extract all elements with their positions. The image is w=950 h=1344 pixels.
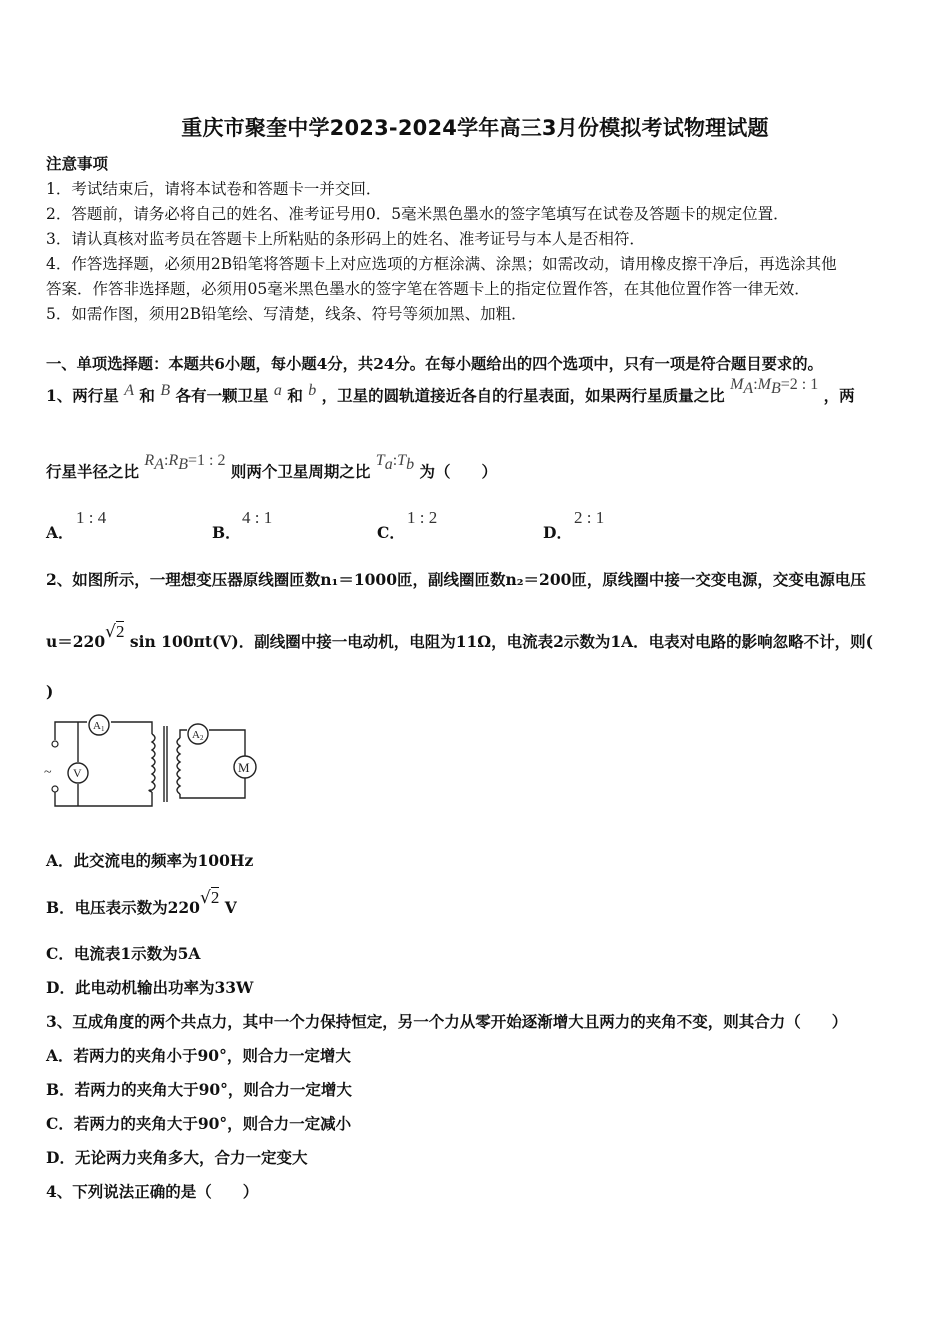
option-label: A． bbox=[46, 523, 74, 542]
q1-radius-ratio bbox=[144, 450, 226, 474]
notice-item-3: 3．请认真核对监考员在答题卡上所粘贴的条形码上的姓名、准考证号与本人是否相符． bbox=[46, 230, 645, 248]
q1-line1 bbox=[46, 376, 855, 415]
q2-option-c: C．电流表1示数为5A bbox=[46, 944, 201, 963]
notice-item-4: 4．作答选择题，必须用2B铅笔将答题卡上对应选项的方框涂满、涂黑；如需改动，请用橡皮擦干净后，再选涂其他 bbox=[46, 255, 837, 273]
q2-line3: ) bbox=[46, 682, 54, 701]
ammeter1-label: A1 bbox=[93, 720, 105, 733]
voltmeter-label: V bbox=[73, 766, 82, 780]
q1-period-t: T bbox=[397, 452, 407, 469]
q2-option-d: D．此电动机输出功率为33W bbox=[46, 978, 254, 997]
q1-text: ，卫星的圆轨道接近各自的行星表面，如果两行星质量之比 bbox=[321, 386, 725, 405]
q3-option-d: D．无论两力夹角多大，合力一定变大 bbox=[46, 1148, 308, 1167]
q1-line2 bbox=[46, 452, 497, 491]
terminal-icon bbox=[52, 741, 58, 747]
q2-line2 bbox=[46, 622, 874, 654]
ac-source-icon: ~ bbox=[44, 765, 52, 780]
q1-planet-a: A bbox=[124, 382, 134, 399]
q1-period-colon: : bbox=[392, 452, 398, 469]
q1-text: 1、两行星 bbox=[46, 386, 119, 405]
q2-option-a: A．此交流电的频率为100Hz bbox=[46, 851, 254, 870]
q1-radius-sub: B bbox=[178, 456, 188, 474]
q1-sat-b: b bbox=[308, 382, 317, 399]
q2-option-b-sqrt bbox=[200, 888, 219, 908]
section-header: 一、单项选择题：本题共6小题，每小题4分，共24分。在每小题给出的四个选项中，只有一项是符合题目要求的。 bbox=[46, 355, 823, 373]
option-label: B． bbox=[212, 523, 241, 542]
q3-option-b: B．若两力的夹角大于90°，则合力一定增大 bbox=[46, 1080, 352, 1099]
q2-line1: 2、如图所示，一理想变压器原线圈匝数n₁＝1000匝，副线圈匝数n₂＝200匝，原线圈中接一交变电源，交变电源电压 bbox=[46, 570, 866, 589]
q1-option-d bbox=[543, 521, 572, 543]
q1-option-d-value: 2 : 1 bbox=[574, 508, 605, 527]
notice-item-4-cont: 答案．作答非选择题，必须用05毫米黑色墨水的签字笔在答题卡上的指定位置作答，在其他位置作答一律无效． bbox=[46, 280, 810, 298]
page-title: 重庆市聚奎中学2023-2024学年高三3月份模拟考试物理试题 bbox=[181, 116, 769, 140]
sqrt-icon: √ bbox=[105, 622, 116, 642]
q1-text: 则两个卫星周期之比 bbox=[230, 462, 371, 481]
q1-option-c bbox=[377, 521, 405, 543]
q1-mass-ratio bbox=[730, 374, 819, 398]
q1-text: 和 bbox=[287, 386, 303, 405]
q1-radius-sub: A bbox=[154, 456, 164, 474]
q1-planet-b: B bbox=[160, 382, 171, 399]
ammeter2-label: A2 bbox=[192, 729, 204, 742]
q3-stem: 3、互成角度的两个共点力，其中一个力保持恒定，另一个力从零开始逐渐增大且两力的夹角不变，则其合力（ ） bbox=[46, 1012, 848, 1031]
sqrt-number: 2 bbox=[115, 622, 125, 641]
q2-sqrt bbox=[105, 622, 124, 642]
notice-item-1: 1．考试结束后，请将本试卷和答题卡一并交回． bbox=[46, 180, 382, 198]
q1-mass-colon: : bbox=[753, 376, 758, 393]
q1-radius-colon: : bbox=[163, 452, 169, 469]
sqrt-number: 2 bbox=[210, 888, 220, 907]
q1-period-t: T bbox=[375, 452, 385, 469]
q1-text: ，两 bbox=[823, 386, 855, 405]
notice-heading: 注意事项 bbox=[46, 154, 109, 173]
q1-mass-m: M bbox=[757, 376, 771, 393]
q1-text: 行星半径之比 bbox=[46, 462, 140, 481]
transformer-circuit-diagram bbox=[40, 712, 270, 818]
q1-text: 和 bbox=[139, 386, 155, 405]
q1-text: 各有一颗卫星 bbox=[175, 386, 269, 405]
q3-option-a: A．若两力的夹角小于90°，则合力一定增大 bbox=[46, 1046, 351, 1065]
q2-option-b-unit: V bbox=[224, 898, 237, 917]
q1-option-c-value: 1 : 2 bbox=[407, 508, 438, 527]
q1-mass-sub: B bbox=[770, 380, 781, 398]
notice-item-2: 2．答题前，请务必将自己的姓名、准考证号用0．5毫米黑色墨水的签字笔填写在试卷及答题卡的规定位置． bbox=[46, 205, 789, 223]
q1-option-a bbox=[46, 521, 74, 543]
q2-option-b bbox=[46, 888, 237, 920]
q2-text: sin 100πt(V)．副线圈中接一电动机，电阻为11Ω，电流表2示数为1A．电表对电路的影响忽略不计，则( bbox=[129, 632, 874, 651]
q1-period-ratio bbox=[375, 450, 415, 474]
sqrt-icon: √ bbox=[199, 888, 211, 908]
q2-text: u＝220 bbox=[46, 632, 106, 651]
q1-option-b-value: 4 : 1 bbox=[242, 508, 273, 527]
terminal-icon bbox=[52, 786, 58, 792]
q3-option-c: C．若两力的夹角大于90°，则合力一定减小 bbox=[46, 1114, 352, 1133]
q1-mass-value: =2 : 1 bbox=[780, 376, 819, 393]
q1-period-sub: a bbox=[384, 456, 393, 474]
q1-mass-m: M bbox=[730, 376, 744, 393]
q1-text: 为（ ） bbox=[419, 462, 497, 481]
q4-stem: 4、下列说法正确的是（ ） bbox=[46, 1182, 259, 1201]
q1-option-a-value: 1 : 4 bbox=[76, 508, 107, 527]
q1-radius-value: =1 : 2 bbox=[188, 452, 226, 469]
notice-item-5: 5．如需作图，须用2B铅笔绘、写清楚，线条、符号等须加黑、加粗． bbox=[46, 305, 527, 323]
motor-label: M bbox=[238, 760, 250, 775]
q1-sat-a: a bbox=[273, 382, 282, 399]
q1-radius-r: R bbox=[144, 452, 155, 469]
option-label: C． bbox=[377, 523, 405, 542]
q1-option-b bbox=[212, 521, 241, 543]
option-label: D． bbox=[543, 523, 572, 542]
q1-mass-sub: A bbox=[743, 380, 754, 398]
q1-radius-r: R bbox=[168, 452, 179, 469]
q1-period-sub: b bbox=[406, 456, 415, 474]
q2-option-b-text: B．电压表示数为220 bbox=[46, 898, 200, 917]
